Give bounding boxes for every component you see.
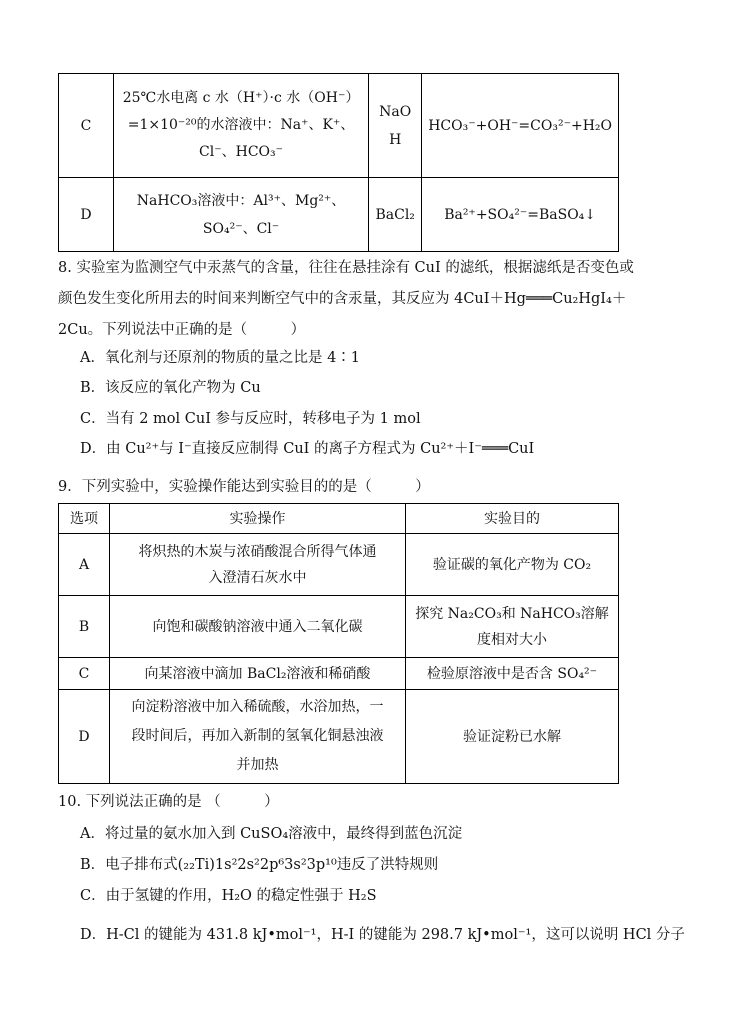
ions-line: Cl⁻、HCO₃⁻ bbox=[199, 144, 284, 160]
operation-cell bbox=[110, 534, 406, 596]
row-label: B bbox=[59, 596, 110, 658]
q10-option-d: D．H-Cl 的键能为 431.8 kJ•mol⁻¹，H-I 的键能为 298.7 kJ•mol⁻¹，这可以说明 HCl 分子 bbox=[80, 927, 685, 943]
ions-cell bbox=[113, 74, 368, 178]
q10-option-c: C．由于氢键的作用，H₂O 的稳定性强于 H₂S bbox=[80, 888, 377, 904]
q8-stem-line2: 颜色发生变化所用去的时间来判断空气中的含汞量，其反应为 4CuI＋Hg═══Cu₂HgI₄＋ bbox=[58, 291, 627, 307]
operation-line: 将炽热的木炭与浓硝酸混合所得气体通 bbox=[138, 543, 377, 560]
q10-stem: 10. 下列说法正确的是 （ ） bbox=[58, 794, 279, 810]
table-row bbox=[59, 534, 619, 596]
ions-line: 25℃水电离 c 水（H⁺）·c 水（OH⁻） bbox=[122, 90, 360, 106]
equation-cell: Ba²⁺+SO₄²⁻=BaSO₄↓ bbox=[422, 178, 619, 252]
operation-line: 入澄清石灰水中 bbox=[208, 569, 307, 586]
goal-cell: 验证碳的氧化产物为 CO₂ bbox=[406, 534, 619, 596]
operation-cell bbox=[110, 690, 406, 784]
goal-cell: 验证淀粉已水解 bbox=[406, 690, 619, 784]
operation-cell: 向某溶液中滴加 BaCl₂溶液和稀硝酸 bbox=[110, 658, 406, 690]
row-label: A bbox=[59, 534, 110, 596]
reagent-cell: BaCl₂ bbox=[369, 178, 422, 252]
operation-line: 向淀粉溶液中加入稀硫酸，水浴加热，一 bbox=[131, 699, 384, 715]
ions-cell bbox=[113, 178, 368, 252]
table-experiments bbox=[58, 503, 619, 784]
ions-line: =1×10⁻²⁰的水溶液中：Na⁺、K⁺、 bbox=[127, 117, 355, 133]
ions-line: NaHCO₃溶液中：Al³⁺、Mg²⁺、 bbox=[136, 192, 346, 209]
table-row bbox=[59, 596, 619, 658]
equation-cell: HCO₃⁻+OH⁻=CO₃²⁻+H₂O bbox=[422, 74, 619, 178]
q8-option-b: B．该反应的氧化产物为 Cu bbox=[80, 380, 261, 396]
q8-option-a: A．氧化剂与还原剂的物质的量之比是 4∶1 bbox=[80, 350, 361, 366]
row-label: D bbox=[59, 178, 114, 252]
q8-stem-line3: 2Cu。下列说法中正确的是（ ） bbox=[58, 322, 306, 338]
table-row bbox=[59, 658, 619, 690]
goal-cell: 检验原溶液中是否含 SO₄²⁻ bbox=[406, 658, 619, 690]
reagent-line: H bbox=[389, 131, 402, 148]
q10-option-b: B．电子排布式(₂₂Ti)1s²2s²2p⁶3s²3p¹⁰违反了洪特规则 bbox=[80, 857, 439, 873]
table-row bbox=[59, 74, 619, 178]
table-row bbox=[59, 690, 619, 784]
row-label: C bbox=[59, 658, 110, 690]
row-label: D bbox=[59, 690, 110, 784]
ions-line: SO₄²⁻、Cl⁻ bbox=[202, 220, 280, 237]
table-row bbox=[59, 178, 619, 252]
reagent-line: NaO bbox=[379, 103, 412, 120]
header-option: 选项 bbox=[59, 504, 110, 534]
operation-line: 段时间后，再加入新制的氢氧化铜悬浊液 bbox=[131, 728, 384, 744]
header-goal: 实验目的 bbox=[406, 504, 619, 534]
operation-line: 并加热 bbox=[236, 757, 279, 773]
reagent-cell bbox=[369, 74, 422, 178]
header-operation: 实验操作 bbox=[110, 504, 406, 534]
row-label: C bbox=[59, 74, 114, 178]
q8-option-c: C．当有 2 mol CuI 参与反应时，转移电子为 1 mol bbox=[80, 411, 421, 427]
goal-line: 度相对大小 bbox=[477, 631, 547, 648]
table-header-row bbox=[59, 504, 619, 534]
q9-stem: 9．下列实验中，实验操作能达到实验目的的是（ ） bbox=[58, 479, 430, 495]
q8-stem-line1: 8. 实验室为监测空气中汞蒸气的含量，往往在悬挂涂有 CuI 的滤纸，根据滤纸是否变色或 bbox=[58, 260, 634, 276]
goal-cell bbox=[406, 596, 619, 658]
operation-cell: 向饱和碳酸钠溶液中通入二氧化碳 bbox=[110, 596, 406, 658]
q10-option-a: A．将过量的氨水加入到 CuSO₄溶液中，最终得到蓝色沉淀 bbox=[80, 826, 463, 842]
goal-line: 探究 Na₂CO₃和 NaHCO₃溶解 bbox=[415, 605, 609, 622]
table-ion-reactions bbox=[58, 73, 619, 252]
q8-option-d: D．由 Cu²⁺与 I⁻直接反应制得 CuI 的离子方程式为 Cu²⁺＋I⁻═══CuI bbox=[80, 441, 535, 457]
